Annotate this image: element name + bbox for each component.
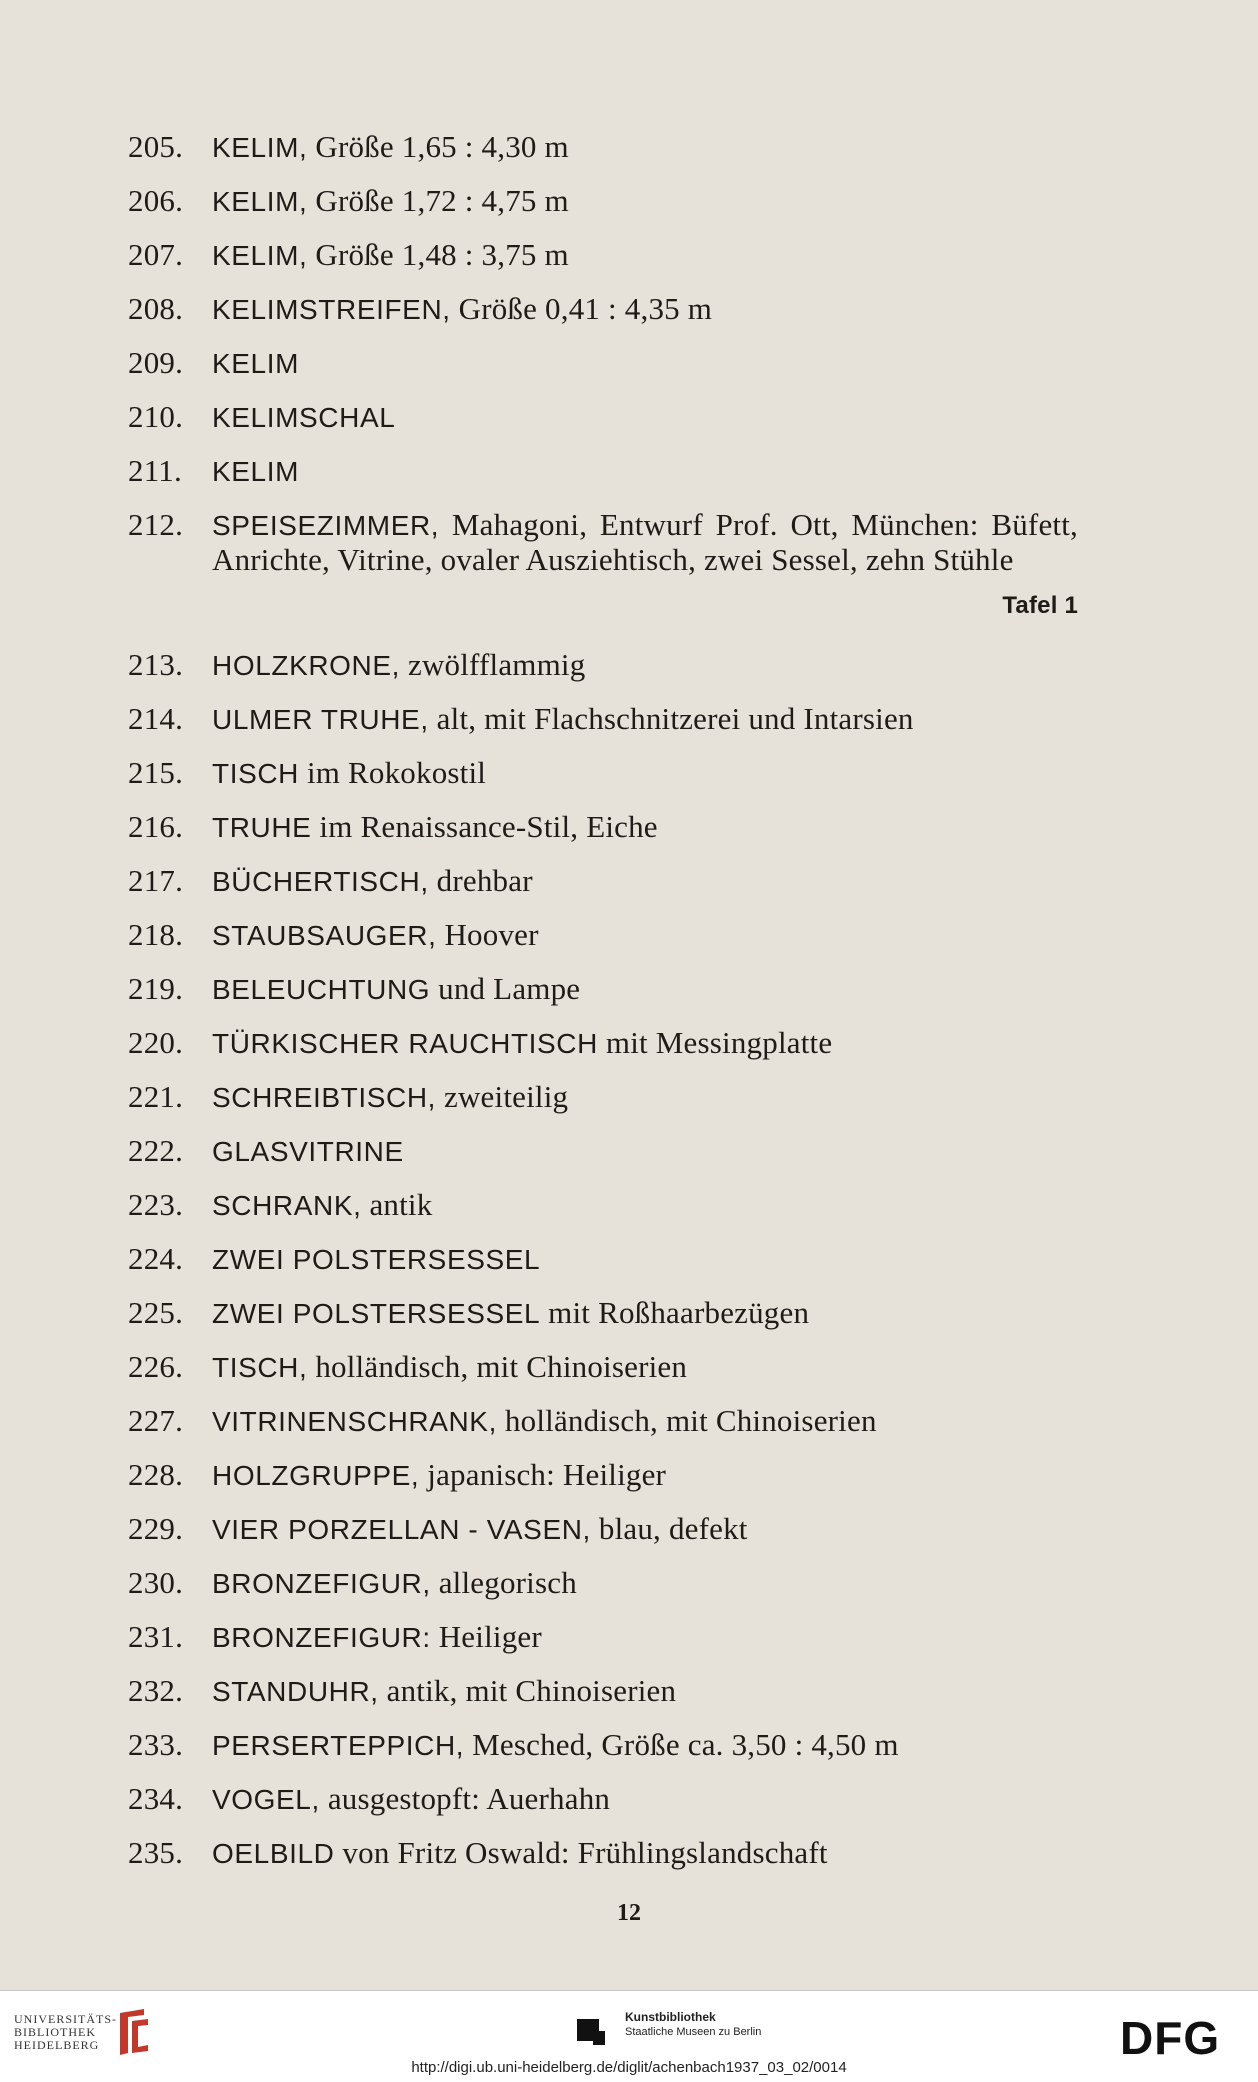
entry-title: TISCH xyxy=(212,758,299,789)
entry-title: TISCH, xyxy=(212,1352,308,1383)
entry-number: 216. xyxy=(128,809,184,844)
catalog-entry xyxy=(128,130,1078,165)
entry-title: GLASVITRINE xyxy=(212,1136,404,1167)
university-line1: UNIVERSITÄTS- xyxy=(14,2012,117,2026)
entry-details: Größe 0,41 : 4,35 m xyxy=(450,291,713,326)
page-number: 12 xyxy=(617,1900,641,1926)
entry-title: KELIM, xyxy=(212,186,308,217)
entry-description xyxy=(212,1728,1078,1763)
entry-title: OELBILD xyxy=(212,1838,335,1869)
entry-details: zwölfflammig xyxy=(400,647,586,682)
entry-title: KELIMSCHAL xyxy=(212,402,396,433)
entry-title: SPEISEZIMMER, xyxy=(212,510,440,541)
entry-title: ZWEI POLSTERSESSEL xyxy=(212,1244,541,1275)
entry-number: 227. xyxy=(128,1403,184,1438)
catalog-entry xyxy=(128,292,1078,327)
entry-description xyxy=(212,1566,1078,1601)
entry-number: 213. xyxy=(128,647,184,682)
entry-details: Hoover xyxy=(436,917,539,952)
entry-number: 226. xyxy=(128,1349,184,1384)
entry-number: 211. xyxy=(128,453,182,488)
entry-number: 224. xyxy=(128,1241,184,1276)
catalog-entry xyxy=(128,1458,1078,1493)
entry-description xyxy=(212,1134,1078,1169)
university-library-label[interactable] xyxy=(14,2013,117,2052)
catalog-entry xyxy=(128,1512,1078,1547)
entry-title: KELIMSTREIFEN, xyxy=(212,294,451,325)
kb-line1: Kunstbibliothek xyxy=(625,2010,716,2024)
entry-number: 229. xyxy=(128,1511,184,1546)
entry-title: KELIM xyxy=(212,348,300,379)
entry-details: holländisch, mit Chinoiserien xyxy=(496,1403,877,1438)
entry-description xyxy=(212,1296,1078,1331)
entry-description xyxy=(212,1242,1078,1277)
catalog-entry xyxy=(128,508,1078,629)
entry-number: 206. xyxy=(128,183,184,218)
entry-description xyxy=(212,400,1078,435)
entry-number: 225. xyxy=(128,1295,184,1330)
entry-number: 217. xyxy=(128,863,184,898)
entry-title: SCHREIBTISCH, xyxy=(212,1082,437,1113)
catalog-entry xyxy=(128,648,1078,683)
catalog-entry xyxy=(128,1188,1078,1223)
entry-number: 235. xyxy=(128,1835,184,1870)
entry-description xyxy=(212,1404,1078,1439)
entry-details: Größe 1,65 : 4,30 m xyxy=(307,129,569,164)
catalog-entry xyxy=(128,702,1078,737)
entry-number: 205. xyxy=(128,129,184,164)
entry-description xyxy=(212,346,1078,381)
entry-title: VITRINENSCHRANK, xyxy=(212,1406,497,1437)
entry-details: blau, defekt xyxy=(590,1511,748,1546)
entry-description xyxy=(212,648,1078,683)
entry-number: 207. xyxy=(128,237,184,272)
entry-details: im Renaissance-Stil, Eiche xyxy=(311,809,658,844)
university-line2: BIBLIOTHEK xyxy=(14,2025,96,2039)
entry-details: mit Messingplatte xyxy=(597,1025,833,1060)
entry-number: 221. xyxy=(128,1079,184,1114)
entry-title: BÜCHERTISCH, xyxy=(212,866,429,897)
entry-details: ausgestopft: Auerhahn xyxy=(319,1781,611,1816)
entry-title: HOLZGRUPPE, xyxy=(212,1460,420,1491)
entry-description xyxy=(212,508,1078,629)
entry-title: VOGEL, xyxy=(212,1784,320,1815)
entry-number: 222. xyxy=(128,1133,184,1168)
catalog-entry xyxy=(128,1404,1078,1439)
entry-number: 233. xyxy=(128,1727,184,1762)
catalog-entry xyxy=(128,810,1078,845)
entry-title: TRUHE xyxy=(212,812,312,843)
entry-number: 220. xyxy=(128,1025,184,1060)
entry-title: KELIM, xyxy=(212,132,308,163)
entry-title: HOLZKRONE, xyxy=(212,650,401,681)
university-logo-icon[interactable] xyxy=(116,2007,152,2057)
entry-details: und Lampe xyxy=(430,971,581,1006)
entry-title: STANDUHR, xyxy=(212,1676,379,1707)
entry-title: BRONZEFIGUR, xyxy=(212,1568,431,1599)
entry-details: Größe 1,48 : 3,75 m xyxy=(307,237,569,272)
entry-details: Größe 1,72 : 4,75 m xyxy=(307,183,569,218)
entry-title: KELIM xyxy=(212,456,300,487)
entry-description xyxy=(212,972,1078,1007)
document-url[interactable]: http://digi.ub.uni-heidelberg.de/diglit/achenbach1937_03_02/0014 xyxy=(411,2059,847,2076)
entry-description xyxy=(212,1836,1078,1871)
entry-details: mit Roßhaarbezügen xyxy=(540,1295,810,1330)
entry-number: 223. xyxy=(128,1187,184,1222)
entry-description xyxy=(212,454,1078,489)
entry-details: alt, mit Flachschnitzerei und Intarsien xyxy=(428,701,914,736)
entry-description xyxy=(212,1458,1078,1493)
entry-details: allegorisch xyxy=(430,1565,577,1600)
entry-title: VIER PORZELLAN - VASEN, xyxy=(212,1514,591,1545)
entry-number: 231. xyxy=(128,1619,184,1654)
catalog-entry xyxy=(128,864,1078,899)
entry-title: STAUBSAUGER, xyxy=(212,920,437,951)
catalog-entry-list xyxy=(128,130,1078,1890)
entry-description xyxy=(212,1026,1078,1061)
entry-description xyxy=(212,1782,1078,1817)
entry-details: Mahagoni, Entwurf Prof. Ott, München: Büfett, Anrichte, Vitrine, ovaler Ausziehtisch, zwei Sessel, zehn Stühle xyxy=(212,507,1078,577)
entry-description xyxy=(212,1080,1078,1115)
entry-details: Mesched, Größe ca. 3,50 : 4,50 m xyxy=(464,1727,899,1762)
catalog-entry xyxy=(128,400,1078,435)
entry-details: im Rokokostil xyxy=(299,755,487,790)
entry-number: 232. xyxy=(128,1673,184,1708)
catalog-entry xyxy=(128,1296,1078,1331)
entry-description xyxy=(212,756,1078,791)
catalog-entry xyxy=(128,1782,1078,1817)
entry-details: antik, mit Chinoiserien xyxy=(378,1673,677,1708)
entry-description xyxy=(212,184,1078,219)
entry-description xyxy=(212,292,1078,327)
entry-title: SCHRANK, xyxy=(212,1190,362,1221)
entry-title: KELIM, xyxy=(212,240,308,271)
entry-title: PERSERTEPPICH, xyxy=(212,1730,465,1761)
catalog-entry xyxy=(128,1026,1078,1061)
entry-details: von Fritz Oswald: Frühlingslandschaft xyxy=(334,1835,828,1870)
university-line3: HEIDELBERG xyxy=(14,2038,100,2052)
catalog-entry xyxy=(128,184,1078,219)
catalog-entry xyxy=(128,346,1078,381)
entry-description xyxy=(212,918,1078,953)
entry-description xyxy=(212,1350,1078,1385)
entry-number: 214. xyxy=(128,701,184,736)
entry-number: 218. xyxy=(128,917,184,952)
entry-number: 234. xyxy=(128,1781,184,1816)
entry-details: Heiliger xyxy=(430,1619,542,1654)
entry-number: 210. xyxy=(128,399,184,434)
catalog-entry xyxy=(128,1566,1078,1601)
entry-description xyxy=(212,130,1078,165)
entry-description xyxy=(212,864,1078,899)
catalog-entry xyxy=(128,918,1078,953)
catalog-entry xyxy=(128,1620,1078,1655)
catalog-entry xyxy=(128,1242,1078,1277)
kb-line2: Staatliche Museen zu Berlin xyxy=(625,2026,762,2038)
entry-description xyxy=(212,1620,1078,1655)
entry-details: holländisch, mit Chinoiserien xyxy=(307,1349,688,1384)
entry-details: drehbar xyxy=(428,863,533,898)
entry-details: antik xyxy=(361,1187,433,1222)
entry-details: japanisch: Heiliger xyxy=(419,1457,667,1492)
entry-description xyxy=(212,702,1078,737)
entry-details: zweiteilig xyxy=(436,1079,569,1114)
entry-number: 212. xyxy=(128,507,184,542)
entry-description xyxy=(212,238,1078,273)
entry-description xyxy=(212,1674,1078,1709)
viewer-footer xyxy=(0,1990,1258,2082)
entry-description xyxy=(212,1188,1078,1223)
catalog-entry xyxy=(128,1836,1078,1871)
catalog-entry xyxy=(128,238,1078,273)
entry-title: BRONZEFIGUR: xyxy=(212,1622,431,1653)
entry-number: 215. xyxy=(128,755,184,790)
entry-number: 230. xyxy=(128,1565,184,1600)
catalog-entry xyxy=(128,454,1078,489)
catalog-entry xyxy=(128,756,1078,791)
catalog-entry xyxy=(128,972,1078,1007)
catalog-entry xyxy=(128,1674,1078,1709)
catalog-entry xyxy=(128,1080,1078,1115)
entry-title: BELEUCHTUNG xyxy=(212,974,431,1005)
catalog-entry xyxy=(128,1134,1078,1169)
entry-title: ZWEI POLSTERSESSEL xyxy=(212,1298,541,1329)
entry-number: 219. xyxy=(128,971,184,1006)
entry-number: 209. xyxy=(128,345,184,380)
catalog-entry xyxy=(128,1350,1078,1385)
entry-title: ULMER TRUHE, xyxy=(212,704,429,735)
kunstbibliothek-logo-icon[interactable] xyxy=(575,2011,615,2051)
entry-description xyxy=(212,810,1078,845)
entry-description xyxy=(212,1512,1078,1547)
entry-number: 228. xyxy=(128,1457,184,1492)
plate-reference: Tafel 1 xyxy=(1002,592,1078,619)
entry-number: 208. xyxy=(128,291,184,326)
catalog-entry xyxy=(128,1728,1078,1763)
entry-title: TÜRKISCHER RAUCHTISCH xyxy=(212,1028,598,1059)
kunstbibliothek-label[interactable] xyxy=(625,2009,761,2040)
dfg-logo[interactable]: DFG xyxy=(1120,2012,1221,2064)
